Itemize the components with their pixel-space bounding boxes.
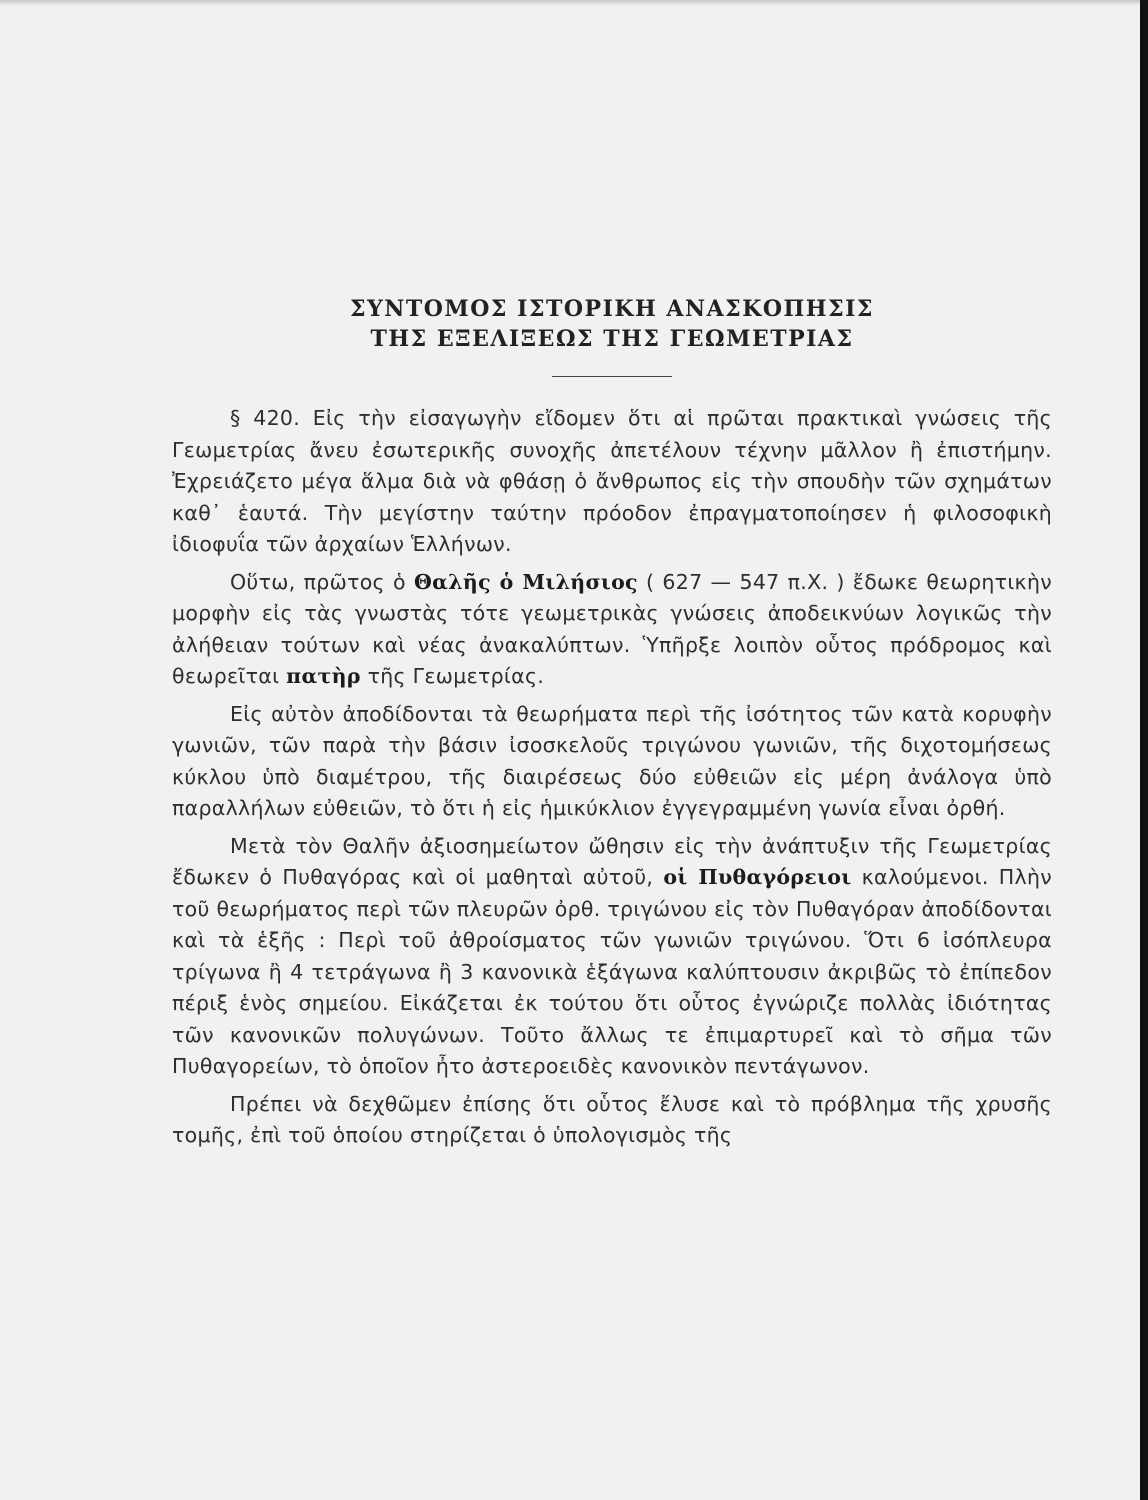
paragraph-thales-text-1: Οὕτω, πρῶτος ὁ [230,569,414,594]
paragraph-420: § 420. Εἰς τὴν εἰσαγωγὴν εἴδομεν ὅτι αἱ πρῶται πρακτικαὶ γνώσεις τῆς Γεωμετρίας ἄνευ ἐσωτερικῆς συνοχῆς ἀπετέλουν τέχνην μᾶλλον ἢ ἐπιστήμην. Ἐχρειάζετο μέγα ἅλμα διὰ νὰ φθάσῃ ὁ ἄνθρωπος εἰς τὴν σπουδὴν τῶν σχημάτων καθ᾽ ἑαυτά. Τὴν μεγίστην ταύτην πρόοδον ἐπραγματοποίησεν ἡ φιλοσοφικὴ ἰδιοφυΐα τῶν ἀρχαίων Ἑλλήνων. [172,406,1052,556]
paragraph-pythagoras-text-1: Μετὰ τὸν Θαλῆν ἀξιοσημείωτον ὤθησιν εἰς τὴν ἀνάπτυξιν τῆς Γεωμετρίας ἔδωκεν ὁ Πυθαγόρας καὶ οἱ μαθηταὶ αὐτοῦ, [172,833,1052,889]
bold-term-father: πατὴρ [286,664,361,688]
paragraph-golden-section: Πρέπει νὰ δεχθῶμεν ἐπίσης ὅτι οὗτος ἔλυσε καὶ τὸ πρόβλημα τῆς χρυσῆς τομῆς, ἐπὶ τοῦ ὁποίου στηρίζεται ὁ ὑπολογισμὸς τῆς [172,1091,1052,1147]
paragraph-pythagoras [172,831,1052,1083]
page-content [172,294,1052,1158]
paragraph-thales-text-2: ( 627 — 547 π.Χ. ) ἔδωκε θεωρητικὴν μορφὴν εἰς τὰς γνωστὰς τότε γεωμετρικὰς γνώσεις ἀποδεικνύων λογικῶς τὴν ἀλήθειαν τούτων καὶ νέας ἀνακαλύπτων. Ὑπῆρξε λοιπὸν οὗτος πρόδρομος καὶ θεωρεῖται [172,569,1052,688]
page-right-edge [1140,0,1148,1500]
chapter-title-line-2: ΤΗΣ ΕΞΕΛΙΞΕΩΣ ΤΗΣ ΓΕΩΜΕΤΡΙΑΣ [370,326,854,352]
bold-term-pythagoreans: οἱ Πυθαγόρειοι [663,865,852,889]
paragraph-thales [172,567,1052,693]
paragraph-theorems: Εἰς αὐτὸν ἀποδίδονται τὰ θεωρήματα περὶ τῆς ἰσότητος τῶν κατὰ κορυφὴν γωνιῶν, τῶν παρὰ τὴν βάσιν ἰσοσκελοῦς τριγώνου γωνιῶν, τῆς διχοτομήσεως κύκλου ὑπὸ διαμέτρου, τῆς διαιρέσεως δύο εὐθειῶν εἰς μέρη ἀνάλογα ὑπὸ παραλλήλων εὐθειῶν, τὸ ὅτι ἡ εἰς ἡμικύκλιον ἐγγεγραμμένη γωνία εἶναι ὀρθή. [172,701,1052,820]
paragraph-thales-text-3: τῆς Γεωμετρίας. [360,664,545,688]
paragraph-pythagoras-text-2: καλούμενοι. Πλὴν τοῦ θεωρήματος περὶ τῶν πλευρῶν ὀρθ. τριγώνου εἰς τὸν Πυθαγόραν ἀποδίδονται καὶ τὰ ἑξῆς : Περὶ τοῦ ἀθροίσματος τῶν γωνιῶν τριγώνου. Ὅτι 6 ἰσόπλευρα τρίγωνα ἢ 4 τετράγωνα ἢ 3 κανονικὰ ἑξάγωνα καλύπτουσιν ἀκριβῶς τὸ ἐπίπεδον πέριξ ἑνὸς σημείου. Εἰκάζεται ἐκ τούτου ὅτι οὗτος ἐγνώριζε πολλὰς ἰδιότητας τῶν κανονικῶν πολυγώνων. Τοῦτο ἄλλως τε ἐπιμαρτυρεῖ καὶ τὸ σῆμα τῶν Πυθαγορείων, τὸ ὁποῖον ἦτο ἀστεροειδὲς κανονικὸν πεντάγωνον. [172,865,1052,1078]
title-divider [552,376,672,377]
chapter-title-line-1: ΣΥΝΤΟΜΟΣ ΙΣΤΟΡΙΚΗ ΑΝΑΣΚΟΠΗΣΙΣ [350,296,874,322]
page-top-shadow [0,0,1148,6]
bold-term-thales: Θαλῆς ὁ Μιλήσιος [414,569,638,594]
chapter-title [172,294,1052,354]
